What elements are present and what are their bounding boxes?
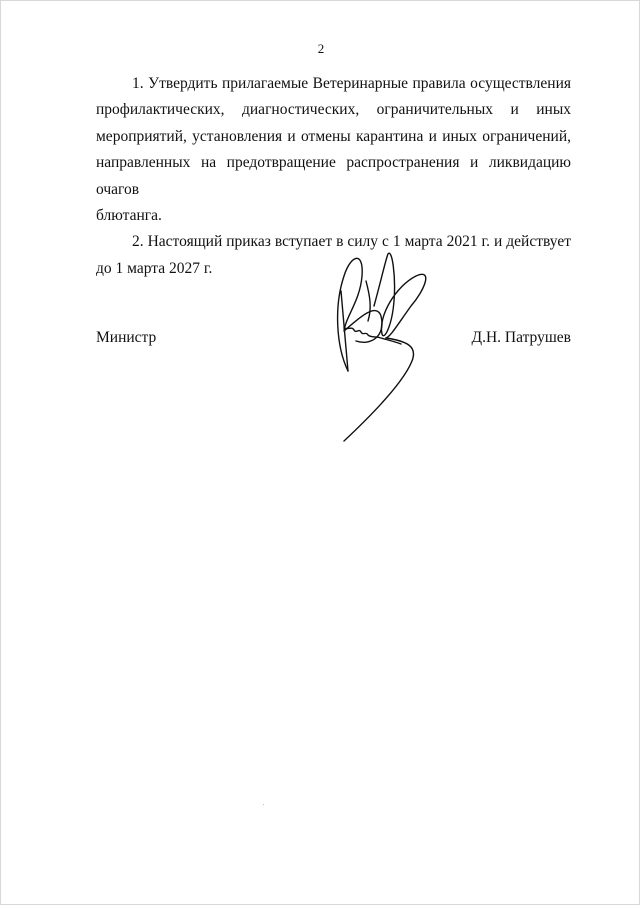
- scan-speck: [263, 804, 264, 805]
- paragraph-line: 1. Утвердить прилагаемые Ветеринарные правила осуществления: [132, 75, 571, 92]
- paragraph-line: мероприятий, установления и отмены карантина и иных ограничений,: [96, 127, 571, 145]
- paragraph-line: 2. Настоящий приказ вступает в силу с 1 марта 2021 г. и действует: [132, 233, 571, 251]
- paragraph-line: блютанга.: [96, 207, 162, 225]
- paragraph-approve-rules: [96, 71, 571, 229]
- page-number: 2: [317, 41, 325, 56]
- signatory-position: Министр: [96, 329, 157, 346]
- paragraph-line: направленных на предотвращение распространения и ликвидацию очагов: [96, 154, 571, 198]
- signature-block: [96, 329, 571, 355]
- paragraph-line: профилактических, диагностических, ограничительных и иных: [96, 101, 571, 119]
- paragraph-line: до 1 марта 2027 г.: [96, 259, 213, 277]
- signatory-name: Д.Н. Патрушев: [471, 329, 571, 346]
